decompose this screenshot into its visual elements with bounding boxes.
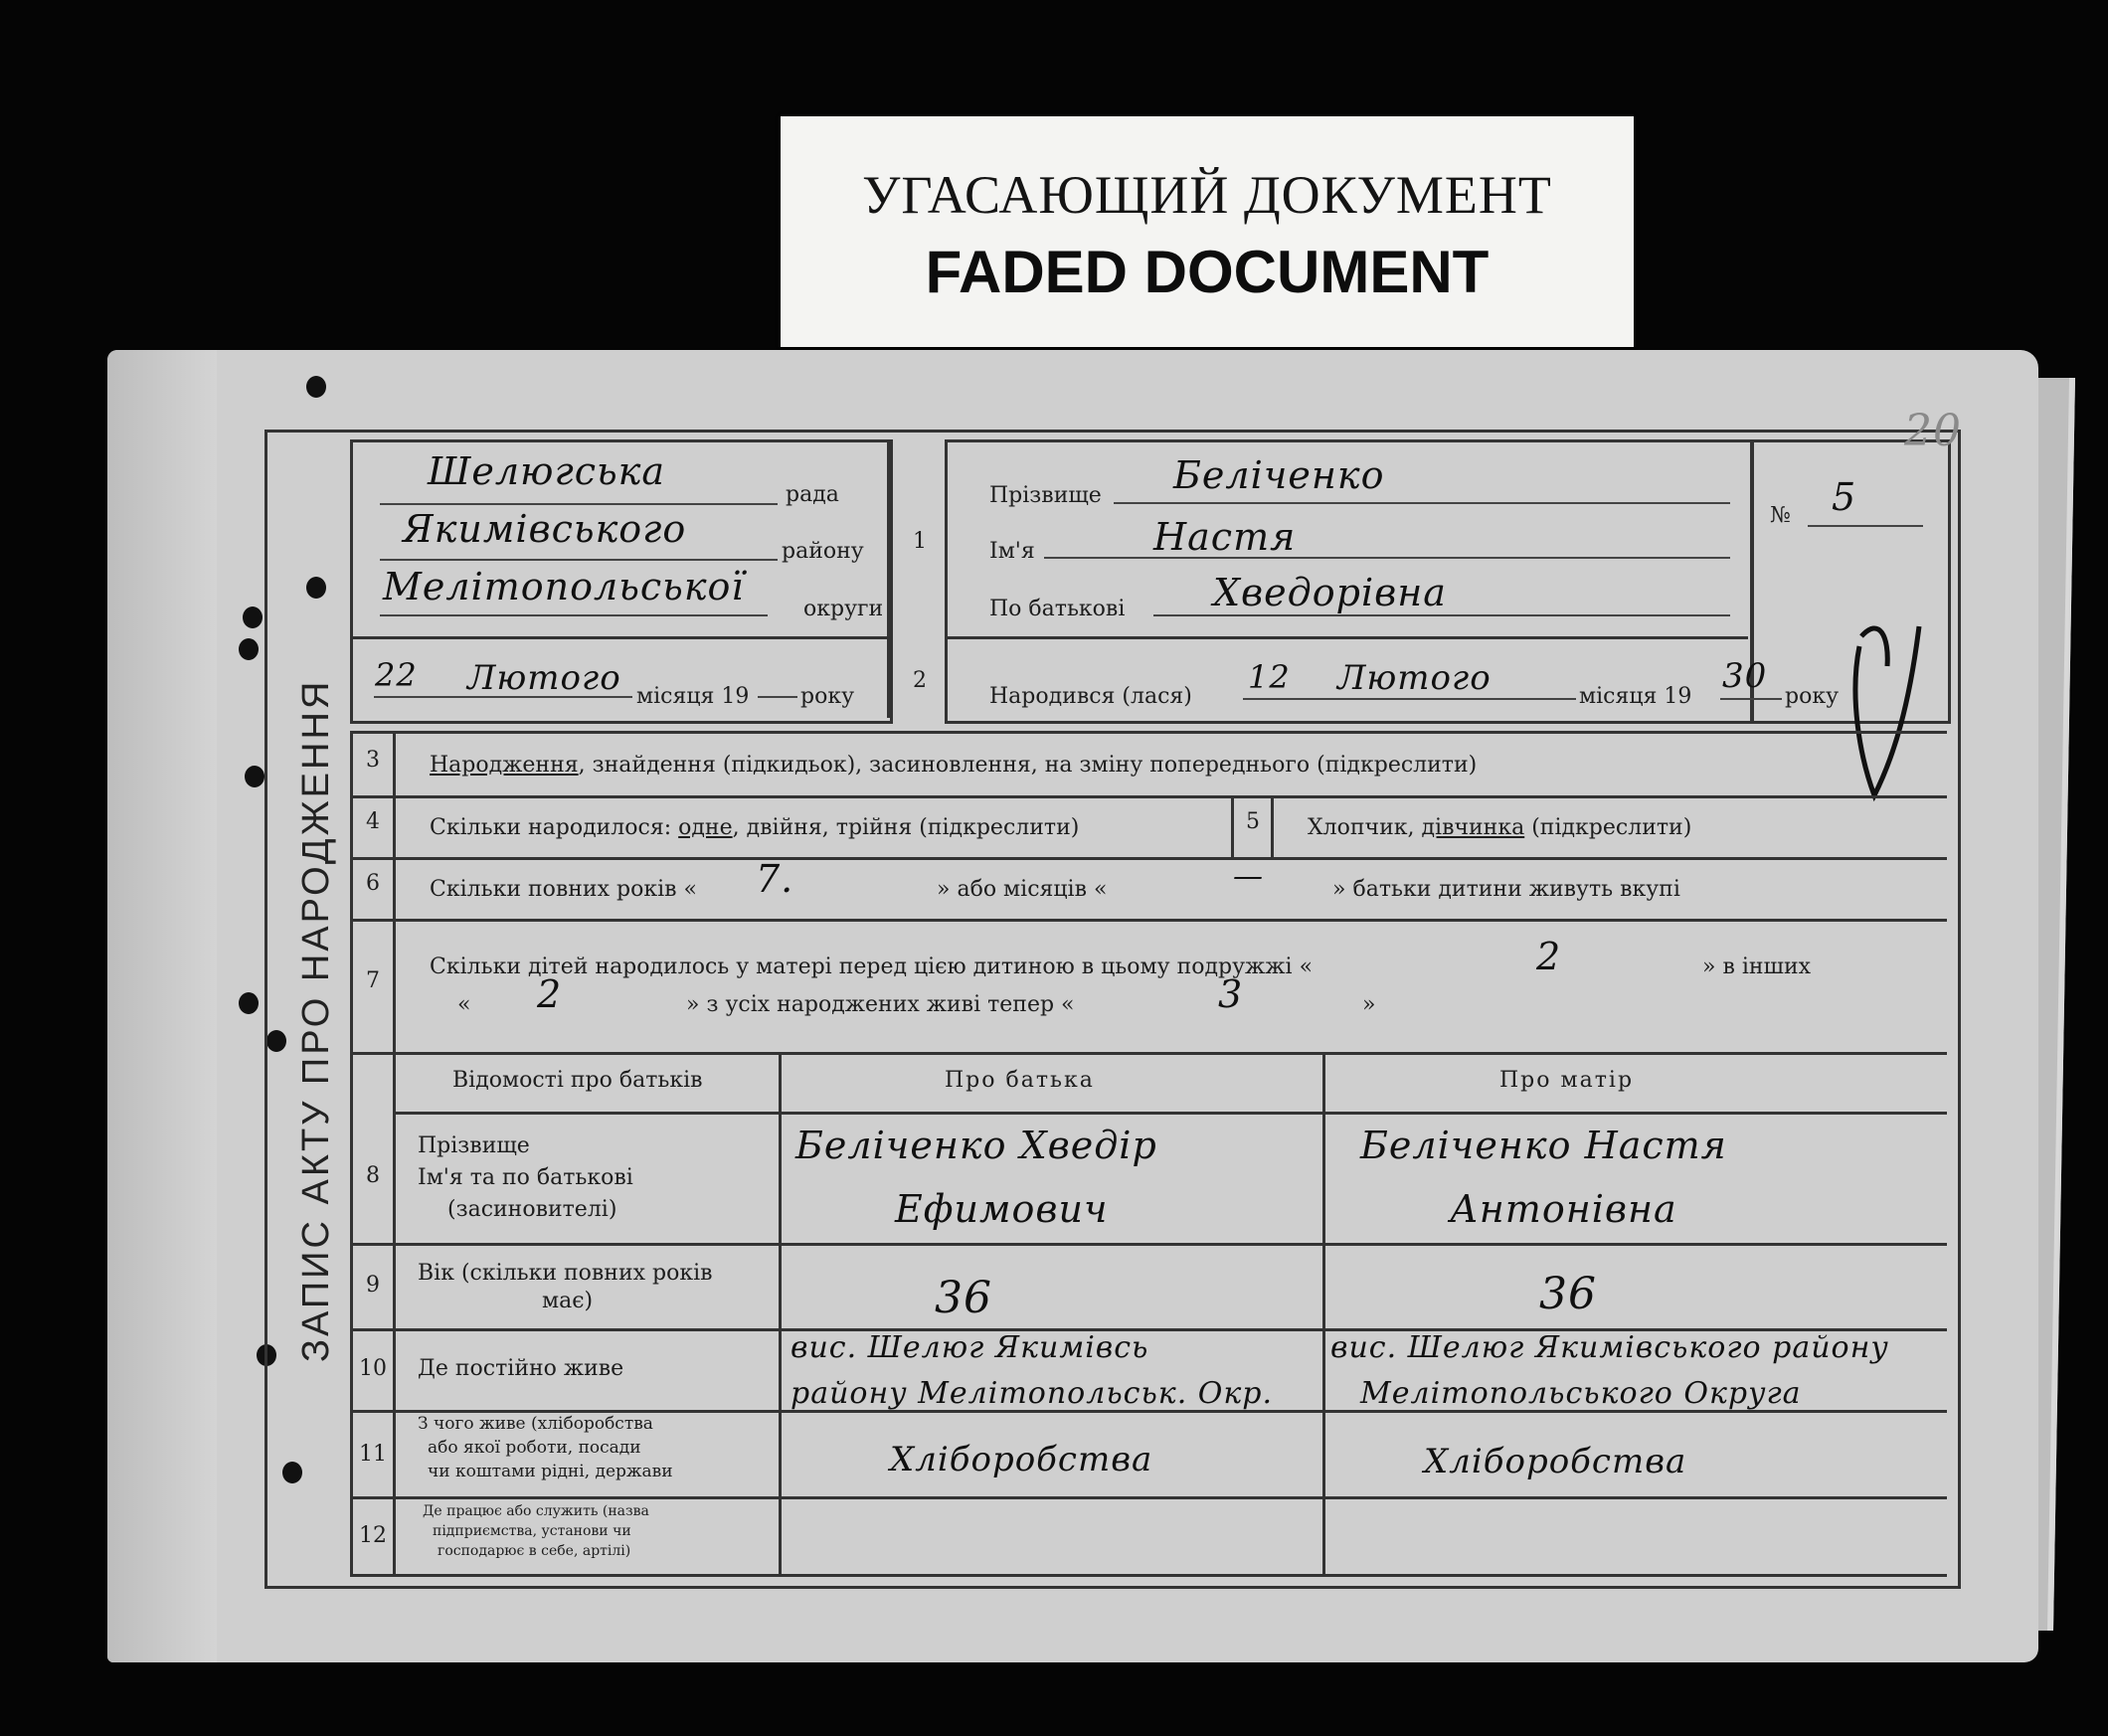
patronymic-label: По батькові <box>989 597 1126 621</box>
reg-month-label: місяця 19 <box>636 684 750 709</box>
father-name-line2: Ефимович <box>895 1187 1109 1231</box>
council-label: рада <box>786 482 839 507</box>
row7-line1: Скільки дітей народилось у матері перед цією дитиною в цьому подружжі « <box>430 955 1314 979</box>
born-label: Народився (лася) <box>989 684 1192 709</box>
mother-age: 36 <box>1539 1269 1597 1319</box>
surname-value: Беліченко <box>1173 453 1385 497</box>
born-month-label: місяця 19 <box>1579 684 1692 709</box>
row12-label1: Де працює або служить (назва <box>423 1503 649 1519</box>
row5-text: Хлопчик, дівчинка (підкреслити) <box>1308 815 1692 840</box>
district-name: Якимівського <box>403 507 687 551</box>
born-day: 12 <box>1248 658 1291 696</box>
father-name-line1: Беліченко Хведір <box>795 1124 1157 1167</box>
row12-label2: підприємства, установи чи <box>433 1523 631 1539</box>
given-name-label: Ім'я <box>989 539 1035 564</box>
surname-label: Прізвище <box>989 483 1102 508</box>
row-number: 2 <box>913 668 927 693</box>
binding-hole <box>243 607 263 628</box>
row-number: 1 <box>913 529 927 554</box>
binding-hole <box>245 766 264 787</box>
patronymic-value: Хведорівна <box>1213 571 1447 614</box>
stamp-line-ru: УГАСАЮЩИЙ ДОКУМЕНТ <box>862 165 1552 225</box>
record-number-value: 5 <box>1832 475 1857 519</box>
row-number: 3 <box>366 748 380 773</box>
row6-months: — <box>1233 859 1264 894</box>
corner-pencil-number: 20 <box>1904 406 1962 456</box>
vertical-title: ЗАПИС АКТУ ПРО НАРОДЖЕННЯ <box>295 678 337 1362</box>
mother-name-line1: Беліченко Настя <box>1360 1124 1727 1167</box>
mother-residence-line2: Мелітопольського Округа <box>1360 1376 1802 1411</box>
stamp-line-en: FADED DOCUMENT <box>925 239 1490 305</box>
faded-document-stamp <box>781 116 1634 347</box>
row7-val3: 3 <box>1218 972 1244 1016</box>
father-occupation: Хліборобства <box>890 1440 1153 1479</box>
row6-years: 7. <box>756 857 794 901</box>
row11-label3: чи коштами рідні, держави <box>428 1462 673 1481</box>
row4-text: Скільки народилося: одне, двійня, трійня (підкреслити) <box>430 815 1080 840</box>
reg-year-label: року <box>800 684 855 709</box>
row9-label2: має) <box>542 1289 594 1313</box>
father-age: 36 <box>935 1273 992 1323</box>
row8-label2: Ім'я та по батькові <box>418 1165 633 1190</box>
row9-label1: Вік (скільки повних років <box>418 1261 713 1286</box>
mother-name-line2: Антонівна <box>1450 1187 1677 1231</box>
row8-label3: (засиновителі) <box>447 1197 617 1222</box>
row11-label1: З чого живе (хліборобства <box>418 1414 653 1434</box>
okrug-label: округи <box>803 597 884 621</box>
born-month: Лютого <box>1337 658 1492 698</box>
mother-occupation: Хліборобства <box>1424 1442 1687 1481</box>
row7-line1-end: » в інших <box>1702 955 1812 979</box>
binding-hole <box>306 376 326 398</box>
born-year: 30 <box>1722 656 1768 696</box>
row11-label2: або якої роботи, посади <box>428 1438 641 1458</box>
parents-header-mother: Про матір <box>1499 1068 1635 1093</box>
row8-label1: Прізвище <box>418 1133 530 1158</box>
row-number: 9 <box>366 1273 380 1298</box>
pencil-mark <box>1840 607 1939 815</box>
reg-month: Лютого <box>467 658 621 698</box>
row7-val2: 2 <box>537 972 563 1016</box>
row-number: 6 <box>366 871 380 896</box>
row7-line2-a: « <box>457 992 471 1017</box>
row-number: 4 <box>366 809 380 834</box>
row-number: 8 <box>366 1163 380 1188</box>
row-number: 12 <box>359 1523 387 1548</box>
council-name: Шелюгська <box>428 449 666 493</box>
row-number: 5 <box>1246 809 1260 834</box>
mother-residence-line1: вис. Шелюг Якимівського району <box>1330 1330 1889 1365</box>
row7-val1: 2 <box>1536 935 1562 978</box>
row3-text: Народження, знайдення (підкидьок), засиновлення, на зміну попереднього (підкреслити) <box>430 753 1478 778</box>
row12-label3: господарює в себе, артілі) <box>438 1543 631 1559</box>
binding-hole <box>239 992 259 1014</box>
given-name-value: Настя <box>1153 515 1297 559</box>
father-residence-line1: вис. Шелюг Якимівсь <box>790 1330 1149 1365</box>
reg-day: 22 <box>375 656 418 694</box>
row6-label-a: Скільки повних років « <box>430 877 697 902</box>
parents-header-father: Про батька <box>945 1068 1095 1093</box>
district-label: району <box>782 539 864 564</box>
okrug-name: Мелітопольської <box>383 565 745 608</box>
father-residence-line2: району Мелітопольськ. Окр. <box>790 1376 1274 1411</box>
born-year-label: року <box>1785 684 1840 709</box>
record-number-label: № <box>1770 503 1791 528</box>
row-number: 11 <box>359 1442 387 1467</box>
row7-line2-c: » <box>1362 992 1376 1017</box>
row6-label-c: » батьки дитини живуть вкупі <box>1332 877 1680 902</box>
parents-header-info: Відомості про батьків <box>452 1068 703 1093</box>
binding-hole <box>239 638 259 660</box>
row10-label: Де постійно живе <box>418 1356 624 1381</box>
row7-line2-b: » з усіх народжених живі тепер « <box>686 992 1075 1017</box>
row6-label-b: » або місяців « <box>937 877 1108 902</box>
row-number: 10 <box>359 1356 387 1381</box>
row-number: 7 <box>366 968 380 993</box>
